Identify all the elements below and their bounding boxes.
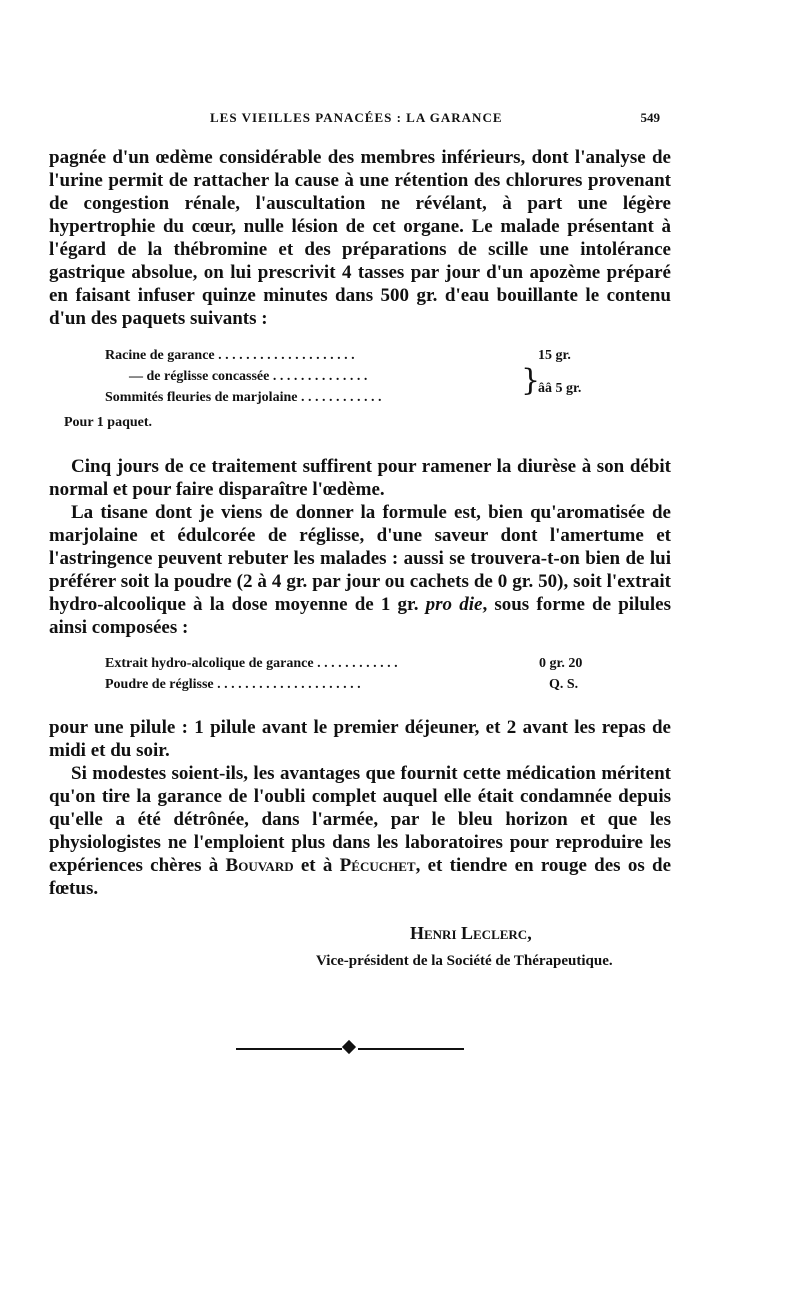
paragraph-3-text-b: , sous forme de pilules ainsi composées :	[49, 594, 672, 638]
recipe-1-row-2-dots: . . . . . . . . . . . . . .	[272, 369, 368, 384]
recipe-1-row-1-label: Racine de garance	[105, 348, 215, 363]
paragraph-4-block	[49, 716, 671, 762]
recipe-2-row-1-label: Extrait hydro-alcolique de garance	[105, 656, 314, 671]
recipe-2	[105, 656, 625, 700]
recipe-1-brace: }	[521, 363, 541, 398]
paragraph-5-text-a: Si modestes soient-ils, les avantages que fournit cette médication méritent qu'on tire la garance de l'oubli complet auquel elle était condamnée depuis qu'elle a été détrônée, dans l'armée, par le bleu horizon et que les physiologistes ne l'emploient plus dans les laboratoires pour reproduire les expériences chères à	[49, 763, 671, 876]
paragraph-5-text-c: , et tiendre en rouge des os de fœtus.	[49, 855, 671, 899]
recipe-1-row-2	[129, 369, 367, 385]
recipe-1-row-3-dots: . . . . . . . . . . . .	[300, 390, 382, 405]
paragraph-2-block	[49, 455, 671, 501]
paragraph-5-text-b: et à	[300, 855, 333, 876]
running-header	[50, 110, 660, 132]
recipe-2-row-2-label: Poudre de réglisse	[105, 677, 214, 692]
ornament-line-right	[358, 1048, 464, 1050]
signature-name: Henri Leclerc,	[410, 923, 532, 943]
diamond-icon	[342, 1040, 356, 1054]
paragraph-2: Cinq jours de ce traitement suffirent pour ramener la diurèse à son débit normal et pour faire disparaître l'œdème.	[49, 456, 671, 500]
recipe-1-note: Pour 1 paquet.	[64, 415, 153, 430]
paragraph-1: pagnée d'un œdème considérable des membres inférieurs, dont l'analyse de l'urine permit de rattacher la cause à une rétention des chlorures provenant de congestion rénale, l'auscultation ne révélant, à part une légère hypertrophie du cœur, nulle lésion de cet organe. Le malade présentant à l'égard de la thébromine et des préparations de scille une intolérance gastrique absolue, on lui prescrivit 4 tasses par jour d'un apozème préparé en faisant infuser quinze minutes dans 500 gr. d'eau bouillante le contenu d'un des paquets suivants :	[49, 147, 671, 329]
paragraph-4: pour une pilule : 1 pilule avant le premier déjeuner, et 2 avant les repas de midi et du soir.	[49, 717, 671, 761]
closing-ornament	[236, 1040, 464, 1056]
paragraph-3-text-a: La tisane dont je viens de donner la formule est, bien qu'aromatisée de marjolaine et édulcorée de réglisse, d'une saveur dont l'amertume et l'astringence peuvent rebuter les malades : aussi se trouvera-t-on bien de lui préférer soit la poudre (2 à 4 gr. par jour ou cachets de 0 gr. 50), soit l'extrait hydro-alcoolique à la dose moyenne de 1 gr.	[49, 502, 671, 615]
name-bouvard: Bouvard	[225, 855, 294, 876]
paragraph-5-block	[49, 762, 671, 900]
page-number: 549	[640, 110, 660, 125]
signature-role: Vice-président de la Société de Thérapeutique.	[316, 953, 613, 969]
recipe-1-row-1-qty: 15 gr.	[538, 348, 571, 363]
paragraph-5	[49, 762, 671, 900]
recipe-1-brace-qty: ââ 5 gr.	[538, 381, 582, 396]
recipe-2-row-1-qty: 0 gr. 20	[539, 656, 583, 671]
recipe-1-row-3	[105, 390, 381, 406]
paragraph-3-italic: pro die	[425, 594, 483, 615]
paragraph-3	[49, 501, 671, 639]
recipe-2-row-1	[105, 656, 398, 672]
recipe-2-row-2-dots: . . . . . . . . . . . . . . . . . . . . .	[217, 677, 361, 692]
recipe-1-row-1-dots: . . . . . . . . . . . . . . . . . . . .	[218, 348, 355, 363]
paragraph-3-block	[49, 501, 671, 639]
running-title: LES VIEILLES PANACÉES : LA GARANCE	[210, 110, 503, 125]
recipe-1-row-3-label: Sommités fleuries de marjolaine	[105, 390, 298, 405]
ornament-line-left	[236, 1048, 342, 1050]
recipe-1-row-1	[105, 348, 355, 364]
recipe-2-row-2	[105, 677, 361, 693]
name-pecuchet: Pécuchet	[339, 855, 416, 876]
recipe-2-row-2-qty: Q. S.	[549, 677, 579, 692]
recipe-2-row-1-dots: . . . . . . . . . . . .	[317, 656, 398, 671]
recipe-1	[64, 348, 625, 433]
paragraph-1-block	[49, 146, 671, 330]
recipe-1-row-2-label: — de réglisse concassée	[129, 369, 270, 384]
